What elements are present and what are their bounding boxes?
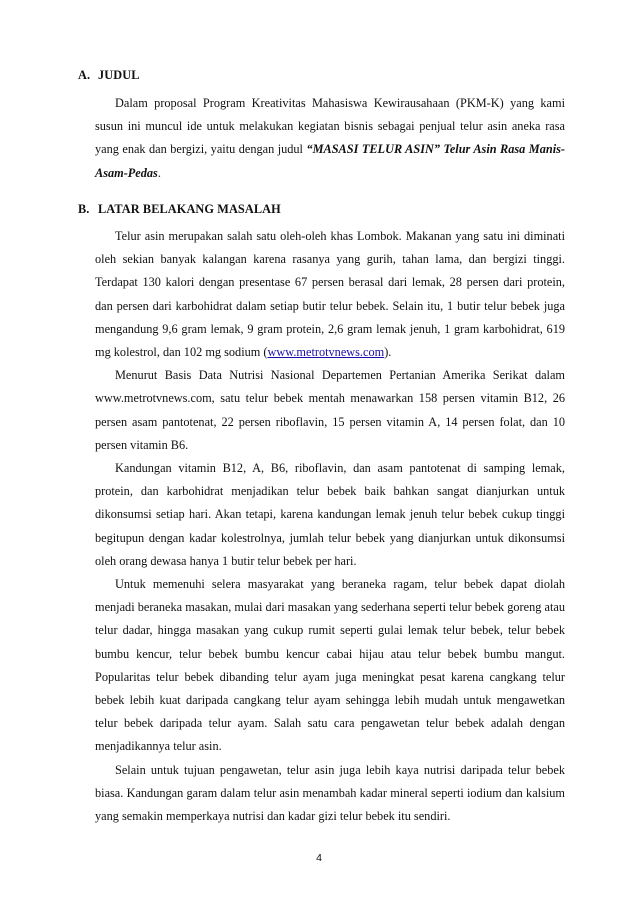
proposal-title: “MASASI TELUR ASIN” Telur Asin Rasa Manis-Asam-Pedas [95,142,565,180]
section-b-paragraph-1-text: Telur asin merupakan salah satu oleh-oleh khas Lombok. Makanan yang satu ini diminati oleh sekian banyak kalangan karena rasanya yang gurih, tahan lama, dan bergizi tinggi. Terdapat 130 kalori dengan presentase 67 persen berasal dari lemak, 28 persen dari protein, dan persen dari karbohidrat dalam setiap butir telur bebek. Selain itu, 1 butir telur bebek juga mengandung 9,6 gram lemak, 9 gram protein, 2,6 gram lemak jenuh, 1 gram karbohidrat, 619 mg kolestrol, dan 102 mg sodium ( [95,229,565,360]
section-a-title: JUDUL [98,68,140,82]
section-b-paragraph-5: Selain untuk tujuan pengawetan, telur asin juga lebih kaya nutrisi daripada telur bebek biasa. Kandungan garam dalam telur asin menambah kadar mineral seperti iodium dan kalsium yang semakin memperkaya nutrisi dan kadar gizi telur bebek itu sendiri. [95,762,565,824]
section-a-letter: A. [78,68,91,82]
metrotvnews-link[interactable]: www.metrotvnews.com [267,345,385,360]
section-b-heading [78,202,281,217]
section-b-paragraph-2: Menurut Basis Data Nutrisi Nasional Departemen Pertanian Amerika Serikat dalam www.metrotvnews.com, satu telur bebek mentah menawarkan 158 persen vitamin B12, 26 persen asam pantotenat, 22 persen riboflavin, 15 persen vitamin A, 14 persen folat, dan 10 persen vitamin B6. [95,368,565,452]
section-a-paragraph-end: . [157,165,161,180]
section-b-body [95,225,565,828]
page-number: 4 [316,852,322,864]
section-b-paragraph-3: Kandungan vitamin B12, A, B6, riboflavin, dan asam pantotenat di samping lemak, protein, dan karbohidrat menjadikan telur bebek baik bahkan sangat dianjurkan untuk dikonsumsi setiap hari. Akan tetapi, karena kandungan lemak jenuh telur bebek cukup tinggi begitupun dengan kadar kolestrolnya, jumlah telur bebek yang dianjurkan untuk dikonsumsi oleh orang dewasa hanya 1 butir telur bebek per hari. [95,461,565,568]
section-b-paragraph-1-end: ). [384,345,392,360]
section-b-paragraph-4: Untuk memenuhi selera masyarakat yang beraneka ragam, telur bebek dapat diolah menjadi beraneka masakan, mulai dari masakan yang sederhana seperti telur bebek goreng atau telur dadar, hingga masakan yang cukup rumit seperti gulai lemak telur bebek, telur bebek bumbu kencur, telur bebek bumbu kencur cabai hijau atau telur bebek bumbu mangut. Popularitas telur bebek dibanding telur ayam juga meningkat pesat karena cangkang telur bebek lebih kuat daripada cangkang telur ayam sehingga lebih mudah untuk mengawetkan telur bebek daripada telur ayam. Salah satu cara pengawetan telur bebek adalah dengan menjadikannya telur asin. [95,577,565,754]
section-a-heading [78,68,140,83]
section-a-paragraph [95,92,565,185]
section-b-paragraph-1 [95,225,565,364]
section-b-letter: B. [78,202,90,216]
section-b-title: LATAR BELAKANG MASALAH [98,202,281,216]
section-a-paragraph-text: Dalam proposal Program Kreativitas Mahasiswa Kewirausahaan (PKM-K) yang kami susun ini muncul ide untuk melakukan kegiatan bisnis sebagai penjual telur asin aneka rasa yang enak dan bergizi, yaitu dengan judul [95,96,565,157]
section-a-body [95,92,565,185]
